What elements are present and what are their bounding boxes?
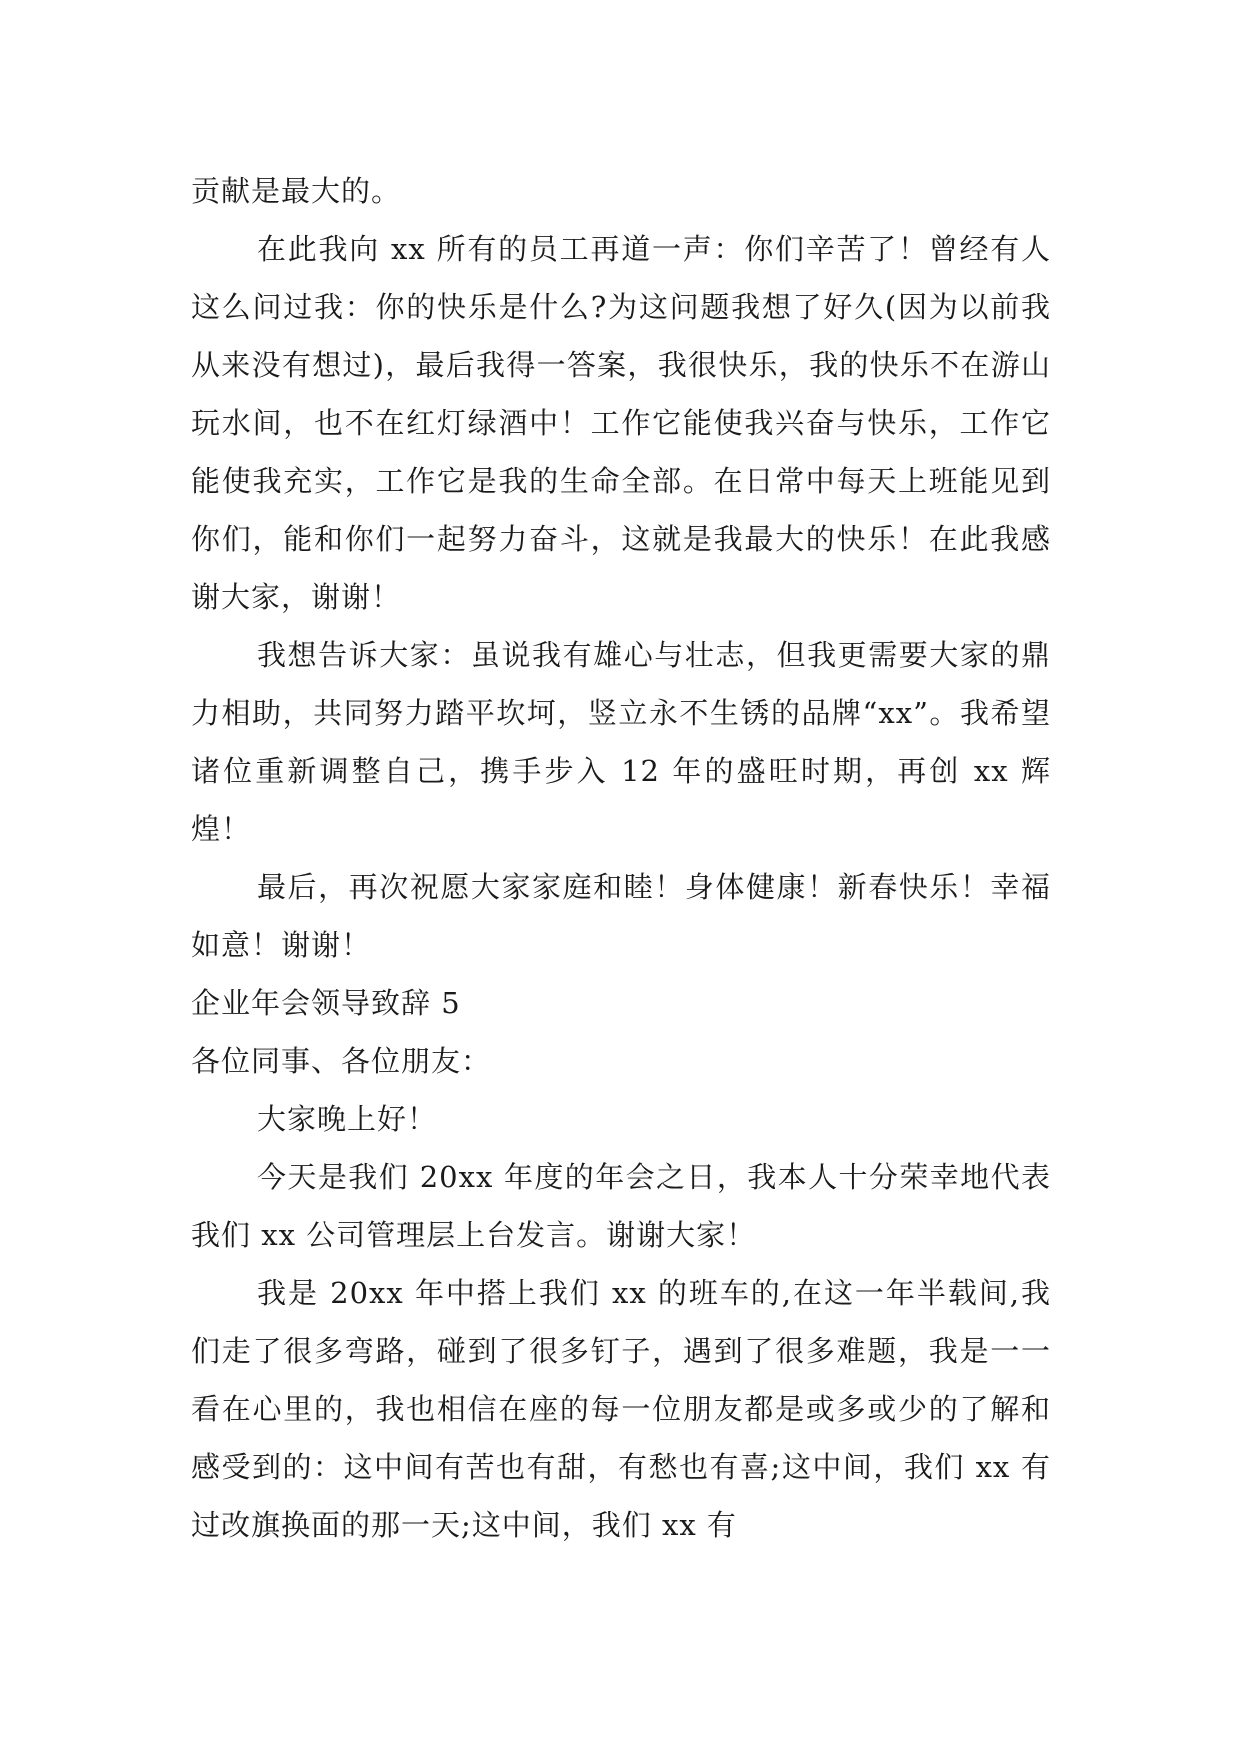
- salutation: 各位同事、各位朋友：: [191, 1044, 492, 1078]
- section-heading: 企业年会领导致辞 5: [191, 986, 461, 1020]
- paragraph-greeting: 大家晚上好！: [257, 1102, 438, 1136]
- paragraph-annual-meeting: 今天是我们 20xx 年度的年会之日，我本人十分荣幸地代表我们 xx 公司管理层上台发言。谢谢大家！: [191, 1160, 1051, 1252]
- paragraph-final-wishes: 最后，再次祝愿大家家庭和睦！身体健康！新春快乐！幸福如意！谢谢！: [191, 870, 1051, 962]
- paragraph-contribution-end: 贡献是最大的。: [191, 174, 402, 208]
- paragraph-thanks-employees: 在此我向 xx 所有的员工再道一声：你们辛苦了！曾经有人这么问过我：你的快乐是什么?为这问题我想了好久(因为以前我从来没有想过)，最后我得一答案，我很快乐，我的快乐不在游山玩水间，也不在红灯绿酒中！工作它能使我兴奋与快乐，工作它能使我充实，工作它是我的生命全部。在日常中每天上班能见到你们，能和你们一起努力奋斗，这就是我最大的快乐！在此我感谢大家，谢谢！: [191, 232, 1051, 614]
- paragraph-joined-company: 我是 20xx 年中搭上我们 xx 的班车的,在这一年半载间,我们走了很多弯路，碰到了很多钉子，遇到了很多难题，我是一一看在心里的，我也相信在座的每一位朋友都是或多或少的了解和感受到的：这中间有苦也有甜，有愁也有喜;这中间，我们 xx 有过改旗换面的那一天;这中间，我们 xx 有: [191, 1276, 1051, 1542]
- paragraph-tell-everyone: 我想告诉大家：虽说我有雄心与壮志，但我更需要大家的鼎力相助，共同努力踏平坎坷，竖立永不生锈的品牌“xx”。我希望诸位重新调整自己，携手步入 12 年的盛旺时期，再创 xx 辉煌！: [191, 638, 1051, 846]
- document-body: [191, 162, 1051, 1554]
